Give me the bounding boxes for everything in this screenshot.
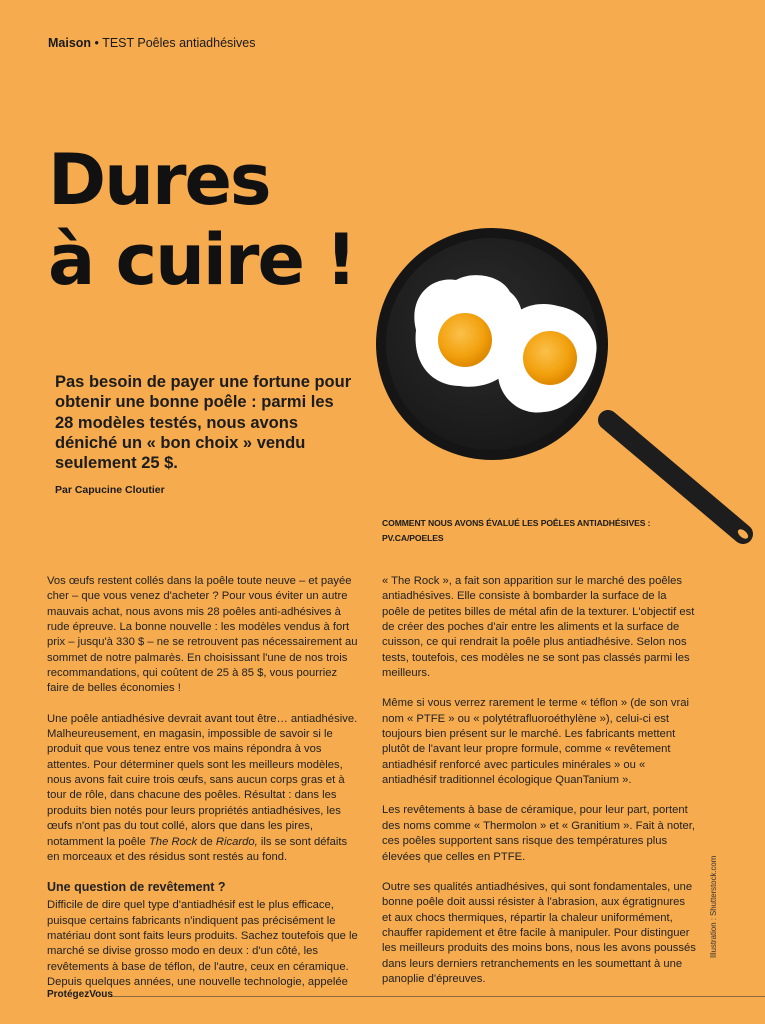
paragraph: « The Rock », a fait son apparition sur le marché des poêles antiadhésives. Elle consiste à bombarder la surface de la poêle de petites billes de métal afin de la texturer. L'objectif est de créer des poches d'air entre les aliments et la surface de cuisson, ce qui rendrait la poêle plus antiadhésive. Selon nos tests, toutefois, ces modèles ne se sont pas classés parmi les meilleurs. bbox=[382, 575, 695, 680]
lead-paragraph: Pas besoin de payer une fortune pour obtenir une bonne poêle : parmi les 28 modèles testés, nous avons déniché un « bon choix » vendu seulement 25 $. bbox=[55, 373, 352, 473]
method-url[interactable]: PV.CA/POELES bbox=[382, 533, 444, 543]
paragraph: Difficile de dire quel type d'antiadhésif est le plus efficace, puisque certains fabricants n'indiquent pas précisément le matériau dont sont faits leurs produits. Sachez toutefois que le marché se divise grosso modo en deux : d'un côté, les revêtements à base de téflon, de l'autre, ceux en céramique. Depuis quelques années, une nouvelle technologie, appelée bbox=[47, 899, 358, 988]
frying-pan-icon bbox=[368, 220, 765, 560]
footer-divider bbox=[110, 996, 765, 997]
section-name: Maison bbox=[48, 36, 92, 50]
method-label: COMMENT NOUS AVONS ÉVALUÉ LES POÊLES ANTIADHÉSIVES : bbox=[382, 518, 651, 528]
paragraph: Vos œufs restent collés dans la poêle toute neuve – et payée cher – que vous venez d'acheter ? Pour vous éviter un autre mauvais achat, nous avons mis 28 poêles anti-adhésives à rude épreuve. La bonne nouvelle : les modèles vendus à fort prix – jusqu'à 330 $ – ne se retrouvent pas nécessairement au sommet de notre palmarès. En choisissant l'une de nos trois recommandations, qui coûtent de 25 à 85 $, vous pourriez faire de belles économies ! bbox=[47, 575, 358, 695]
footer-brand: ProtégezVous bbox=[47, 989, 113, 1000]
title-line-1: Dures bbox=[48, 139, 270, 221]
separator: • bbox=[94, 36, 99, 50]
method-note bbox=[382, 516, 650, 546]
egg-yolk-left bbox=[438, 313, 492, 367]
section-topic: TEST Poêles antiadhésives bbox=[102, 36, 256, 50]
paragraph: Une poêle antiadhésive devrait avant tout être… antiadhésive. Malheureusement, en magasin, impossible de savoir si le produit que vous tenez entre vos mains répondra à vos attentes. Pour déterminer quels sont les meilleurs modèles, nous avons fait cuire trois œufs, sans aucun corps gras et à tour de rôle, dans chacune des poêles. Résultat : dans les produits bien notés pour leurs propriétés antiadhésives, les œufs n'ont pas du tout collé, alors que dans les pires, notamment la poêle The Rock de Ricardo, ils se sont défaits en morceaux et des résidus sont restés au fond. bbox=[47, 712, 358, 863]
subheading: Une question de revêtement ? bbox=[47, 880, 226, 895]
paragraph: Même si vous verrez rarement le terme « téflon » (de son vrai nom « PTFE » ou « polytétrafluoroéthylène »), celui-ci est toujours bien présent sur le marché. Les fabricants mettent plutôt de l'avant leur propre formule, comme « revêtement antiadhésif renforcé avec particules minérales » ou « antiadhésif traditionnel écologique QuanTanium ». bbox=[382, 697, 689, 787]
section-header bbox=[48, 36, 256, 50]
page-title bbox=[48, 140, 355, 300]
egg-yolk-right bbox=[523, 331, 577, 385]
article-column-1 bbox=[47, 574, 362, 1005]
product-name: The Rock bbox=[148, 835, 198, 848]
byline: Par Capucine Cloutier bbox=[55, 484, 165, 496]
paragraph: Outre ses qualités antiadhésives, qui sont fondamentales, une bonne poêle doit aussi résister à l'abrasion, aux égratignures et aux chocs thermiques, répartir la chaleur uniformément, chauffer rapidement et être facile à manipuler. Pour distinguer les meilleurs produits des moins bons, nous les avons poussés dans leurs derniers retranchements en les soumettant à une panoplie d'épreuves. bbox=[382, 880, 696, 985]
title-line-2: à cuire ! bbox=[48, 219, 356, 301]
brand-name: Ricardo, bbox=[215, 835, 258, 848]
photo-credit: Illustration : Shutterstock.com bbox=[709, 855, 718, 958]
article-column-2 bbox=[382, 574, 697, 1002]
paragraph: Les revêtements à base de céramique, pour leur part, portent des noms comme « Thermolon » et « Granitium ». Fait à noter, ces poêles supportent sans risque des températures plus élevées que celles en PTFE. bbox=[382, 804, 696, 863]
